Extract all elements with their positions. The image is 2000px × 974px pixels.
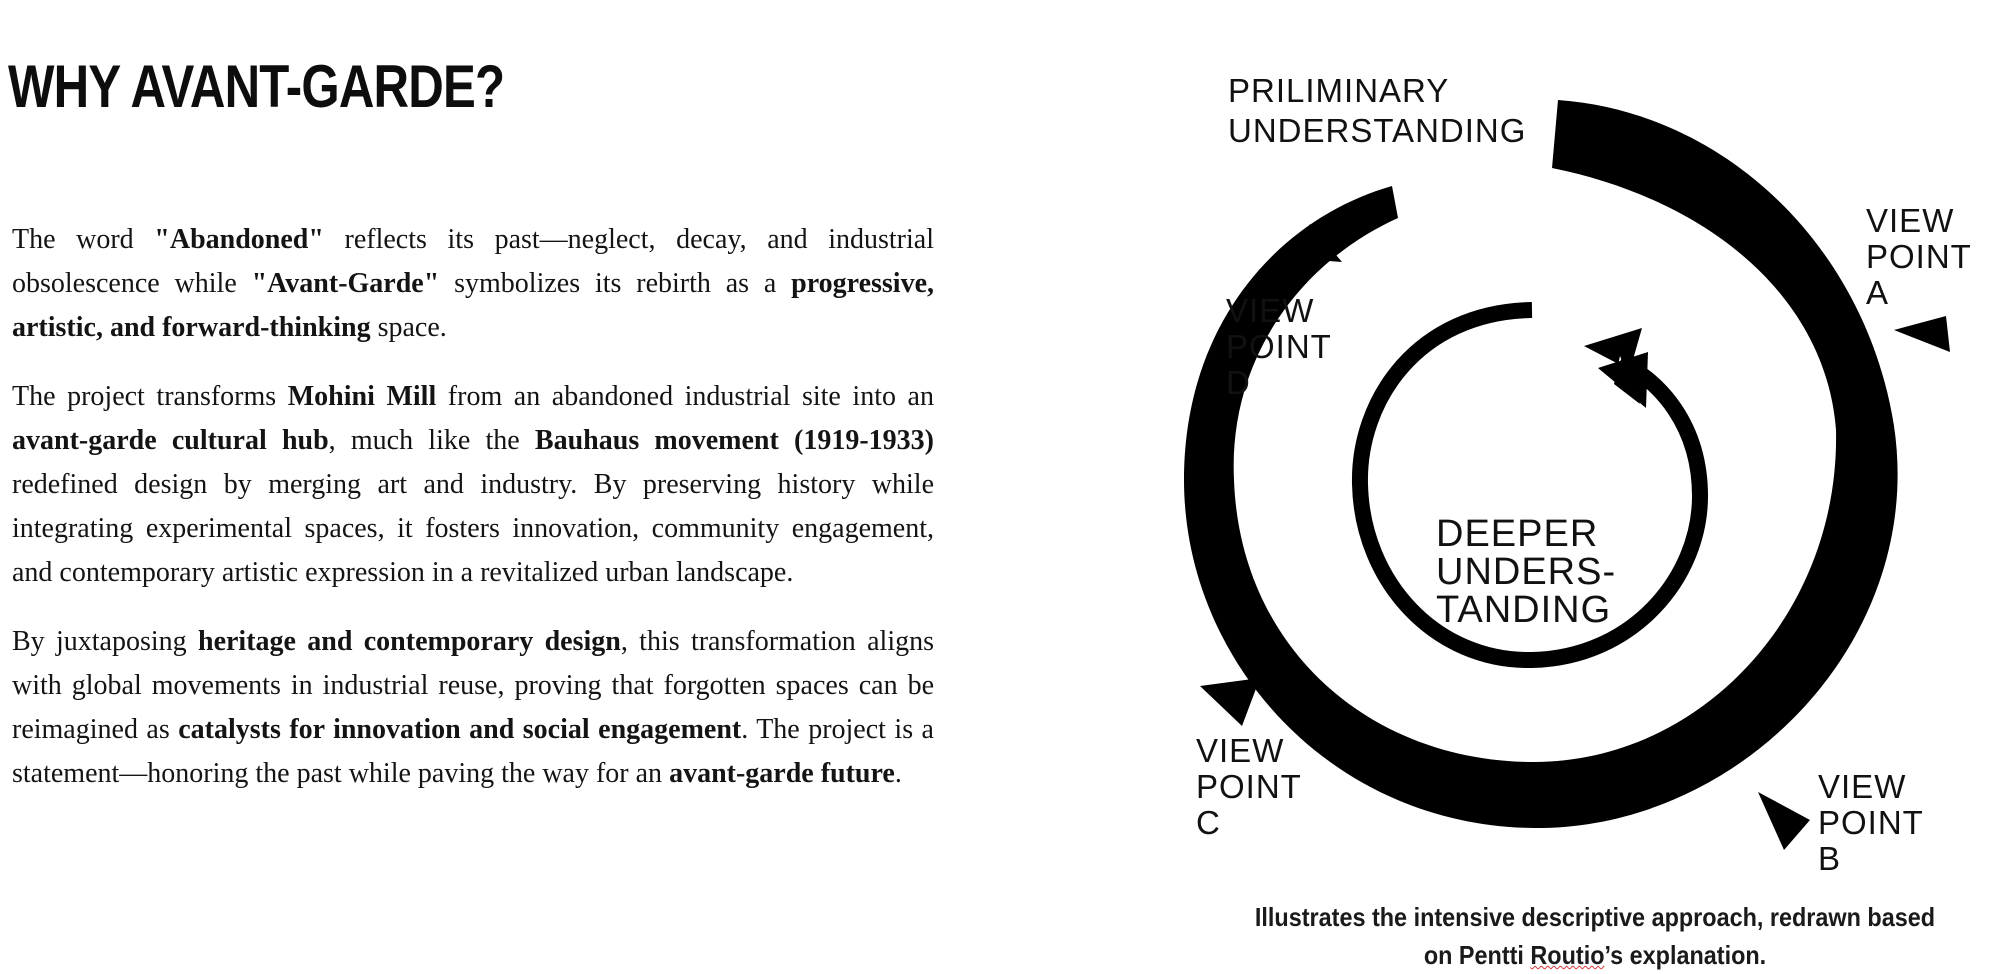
center-arrow-head-icon [1598,352,1648,408]
spiral-outer-band [1184,100,1898,828]
text-run-1-3: reflects its past—neglect, decay, and industrial obsolescence while [12,224,934,299]
text-run-1-1: The word [12,224,155,255]
text-run-3-5: . The project is a statement—honoring the past while paving the way for an [12,714,934,789]
text-run-1-5: symbolizes its rebirth as a [439,268,792,299]
paragraph-2 [12,375,934,595]
bold-run-1-6: progressive, artistic, and forward-thinking [12,268,935,343]
text-run-2-1: The project transforms [12,381,288,412]
bold-run-2-4: avant-garde cultural hub [12,425,329,456]
caption-line-2-pre: on Pentti [1423,940,1531,970]
bold-run-3-6: avant-garde future [669,758,895,789]
page-title: WHY AVANT-GARDE? [8,53,505,120]
arrow-c-icon [1200,678,1260,726]
view-point-d-label: VIEW POINT D [1226,292,1332,401]
figure-caption [1235,898,1955,974]
bold-run-2-6: Bauhaus movement (1919-1933) [534,425,935,456]
bold-run-1-2: "Abandoned" [154,224,324,255]
view-point-a-label: VIEW POINT A [1866,202,1972,311]
text-run-3-7: . [894,758,902,789]
text-run-2-3: from an abandoned industrial site into an [436,381,934,412]
paragraph-3 [12,620,934,796]
bold-run-3-4: catalysts for innovation and social engagement [178,714,742,745]
caption-author-name: Routio [1530,940,1605,970]
deeper-understanding-label: DEEPER UNDERS- TANDING [1436,513,1617,631]
caption-line-2-post: ’s explanation. [1604,940,1767,970]
text-run-3-1: By juxtaposing [12,626,198,657]
body-text [12,218,934,821]
text-run-2-7: redefined design by merging art and industry. By preserving history while integrating experimental spaces, it fosters innovation, community engagement, and contemporary artistic expression in a revitalized urban landscape. [12,469,934,588]
view-point-b-label: VIEW POINT B [1818,768,1924,877]
text-run-3-3: , this transformation aligns with global movements in industrial reuse, proving that forgotten spaces can be reimagined as [12,626,935,745]
bold-run-2-2: Mohini Mill [287,381,437,412]
spiral-svg [1180,50,1980,890]
preliminary-label: PRILIMINARY UNDERSTANDING [1228,72,1527,149]
arrow-b-icon [1758,792,1810,850]
bold-run-1-4: "Avant-Garde" [251,268,440,299]
spiral-diagram [1180,50,1980,970]
text-run-2-5: , much like the [328,425,535,456]
paragraph-1 [12,218,934,350]
caption-line-2 [1235,936,1955,974]
caption-line-1: Illustrates the intensive descriptive approach, redrawn based [1254,902,1936,932]
view-point-c-label: VIEW POINT C [1196,732,1302,841]
text-run-1-7: space. [370,312,447,343]
arrow-a-icon [1894,316,1950,352]
bold-run-3-2: heritage and contemporary design [198,626,621,657]
